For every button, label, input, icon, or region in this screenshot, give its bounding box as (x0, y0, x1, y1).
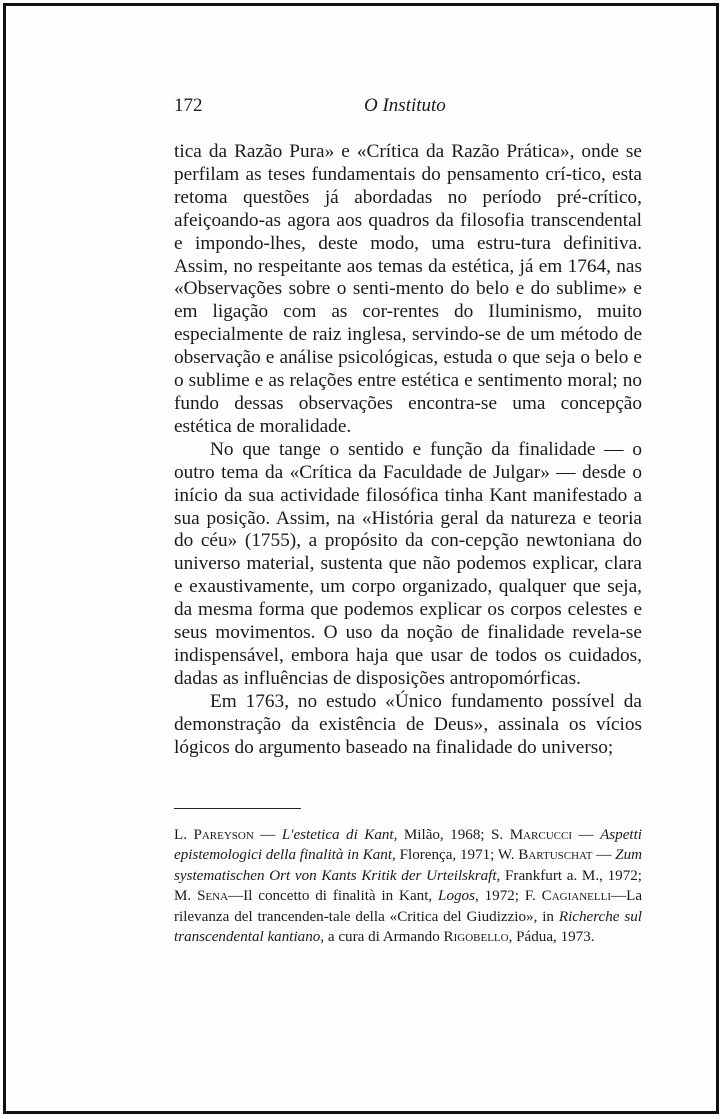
publication-info: , Pádua, 1973. (508, 929, 595, 946)
author-name: Cagianelli (541, 888, 611, 905)
separator: — (253, 827, 282, 843)
author-name: Pareyson (193, 827, 254, 843)
work-title: L'estetica di Kant, (281, 827, 398, 843)
work-title: Zum systematischen Ort von Kants Kritik der Urteilskraft, (174, 847, 643, 884)
journal-title: Logos, (438, 888, 479, 905)
body-text (174, 141, 642, 759)
publication-info: Florença, 1971; W. (395, 847, 519, 864)
paragraph-2: No que tange o sentido e função da finalidade — o outro tema da «Crítica da Faculdade de Julgar» — desde o início da sua actividade filosófica tinha Kant manifestado a sua posição. Assim, na «História geral da natureza e teoria do céu» (1755), a propósito da con-cepção newtoniana do universo material, sustenta que não podemos explicar, clara e exaustivamente, um corpo organizado, qualquer que seja, da mesma forma que podemos explicar os corpos celestes e seus movimentos. O uso da noção de finalidade revela-se indispensável, embora haja que usar de todos os cuidados, dadas as influências de disposições antropomórficas. (174, 438, 642, 689)
book-title: Richerche sul transcendental kantiano, (174, 908, 642, 946)
author-name: Bartuschat (518, 847, 593, 864)
paragraph-1: tica da Razão Pura» e «Crítica da Razão Prática», onde se perfilam as teses fundamentais do pensamento crí-tico, esta retoma questões já abordadas no período pré-crítico, afeiçoando-as agora aos quadros da filosofia transcendental e impondo-lhes, deste modo, uma estru-tura definitiva. Assim, no respeitante aos temas da estética, já em 1764, nas «Observações sobre o senti-mento do belo e do sublime» e em ligação com as cor-rentes do Iluminismo, muito especialmente de raiz inglesa, servindo-se de um método de observação e análise psicológicas, estuda o que seja o belo e o sublime e as relações entre estética e sentimento moral; no fundo dessas observações encontra-se uma concepção estética de moralidade. (174, 141, 642, 437)
work-title-plain: —La rilevanza del trancenden-tale della «Critica del Giudizzio», in (174, 888, 643, 925)
page-number: 172 (174, 95, 203, 116)
separator: — (592, 847, 616, 864)
footnote (174, 825, 642, 947)
paragraph-3: Em 1763, no estudo «Único fundamento possível da demonstração da existência de Deus», assinala os vícios lógicos do argumento baseado na finalidade do universo; (174, 690, 642, 758)
editor-name: Rigobello (443, 929, 509, 946)
footnote-rule (174, 808, 301, 809)
work-title-plain: —Il concetto di finalità in Kant, (228, 888, 439, 905)
running-header (174, 95, 642, 119)
publication-info: Frankfurt a. M., 1972; M. (174, 867, 642, 905)
running-title: O Instituto (364, 95, 446, 116)
publication-info: a cura di Armando (324, 929, 444, 946)
separator: — (572, 827, 601, 843)
publication-info: 1972; F. (478, 888, 542, 905)
author-name: Marcucci (509, 827, 573, 843)
author-name: Sena (197, 888, 229, 905)
publication-info: Milão, 1968; S. (397, 827, 510, 843)
work-title: Aspetti epistemologici della finalità in Kant, (174, 827, 642, 864)
footnote-initial: L. (174, 827, 194, 843)
